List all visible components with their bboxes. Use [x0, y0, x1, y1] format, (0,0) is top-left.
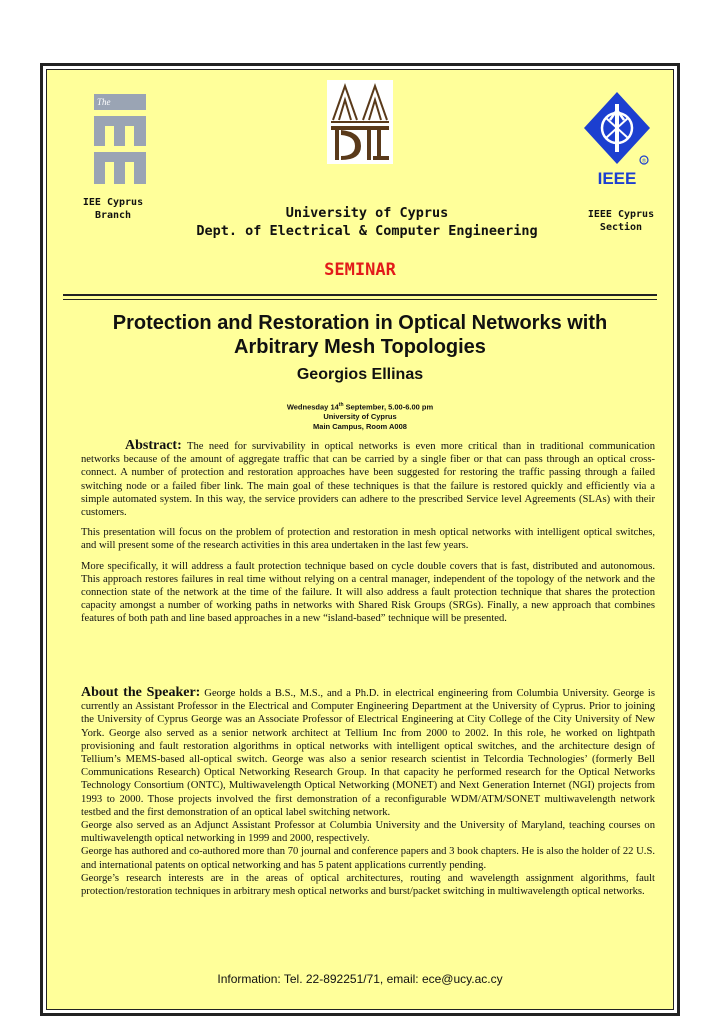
event-venue: University of Cyprus: [323, 412, 397, 421]
contact-information: Information: Tel. 22-892251/71, email: ece@ucy.ac.cy: [217, 972, 503, 986]
speaker-name: Georgios Ellinas: [296, 366, 424, 383]
speaker-bio-paragraph-4: George’s research interests are in the areas of optical architectures, routing and wavelength assignment algorithms, fault protection/restoration techniques in arbitrary mesh optical networks and burst/packet switching in multiwavelength optical networks.: [81, 872, 655, 898]
ieee-label-line-1: IEEE Cyprus: [587, 209, 655, 220]
talk-title-line-2: Arbitrary Mesh Topologies: [234, 336, 486, 358]
poster-page: [46, 69, 674, 1010]
ieee-logo: [582, 90, 652, 190]
speaker-bio-paragraph-1: About the Speaker: George holds a B.S., M.S., and a Ph.D. in electrical engineering from Columbia University. George is currently an Assistant Professor in the Electrical and Computer Engineering Department at the University of Cyprus. Prior to joining the University of Cyprus George was an Associate Professor of Electrical Engineering at City College of the City University of New York. George also served as a senior network architect at Tellium Inc from 2000 to 2002. In this role, he worked on lightpath provisioning and fault restoration algorithms in optical networks with intelligent optical switches, and the architecture design of Tellium’s MEMS-based all-optical switch. George was also a senior research scientist in Telcordia Technologies’ (formerly Bell Communications Research) Optical Networking Research Group. In that capacity he performed research for the Optical Networks Technology Consortium (ONTC), Multiwavelength Optical Networking (MONET) and Next Generation Internet (NGI) projects from 1993 to 2000. Those projects involved the first demonstration of a reconfigurable WDM/ATM/SONET multiwavelength network testbed and the first demonstration of an optical label switching network.: [81, 685, 656, 818]
abstract-section: [81, 439, 655, 626]
abstract-paragraph-3: More specifically, it will address a fault protection technique based on cycle double covers that is fast, distributed and autonomous. This approach restores failures in real time without relying on a central manager, independent of the topology of the network and the connection state of the network at the time of the failure. It will also address a fault protection technique that shares the protection capacity amongst a number of working paths in networks with Shared Risk Groups (SRGs). Finally, a new approach that combines features of both path and line based approaches in a new “island-based” technique will be presented.: [81, 560, 655, 625]
event-room: Main Campus, Room A008: [313, 421, 407, 431]
seminar-label: SEMINAR: [324, 260, 396, 280]
abstract-paragraph-1: Abstract: The need for survivability in optical networks is even more critical than in traditional communication networks because of the amount of aggregate traffic that can be carried by a single fiber or that can pass through an optical cross-connect. A number of protection and restoration approaches have been suggested for restoring the traffic passing through a failed switching node or a failed fiber link. The main goal of these techniques is that the failure is restored quickly and efficiently via a simple automated system. In this way, the service providers can adhere to the prescribed Service level Agreements (SLAs) with their customers.: [81, 438, 655, 519]
university-name: University of Cyprus: [285, 205, 449, 221]
speaker-bio-paragraph-3: George has authored and co-authored more than 70 journal and conference papers and 3 book chapters. He is also the holder of 22 U.S. and international patents on optical networking and has 5 patent applications currently pending.: [81, 846, 655, 871]
event-details: [47, 401, 673, 431]
talk-title: [57, 311, 663, 359]
title-divider: [63, 294, 657, 296]
speaker-bio-section: [81, 686, 655, 898]
abstract-heading: Abstract:: [125, 438, 182, 453]
svg-text:IEEE: IEEE: [597, 169, 637, 188]
title-divider-thin: [63, 299, 657, 300]
department-heading: [167, 204, 567, 240]
ieee-cyprus-section-label: [571, 208, 671, 234]
department-name: Dept. of Electrical & Computer Engineering: [196, 223, 538, 239]
university-of-cyprus-logo: [327, 80, 393, 164]
iee-cyprus-branch-label: [63, 196, 163, 222]
poster-frame: [40, 63, 680, 1016]
talk-title-line-1: Protection and Restoration in Optical Networks with: [112, 312, 608, 334]
speaker-bio-heading: About the Speaker:: [81, 685, 201, 700]
iee-label-line-1: IEE Cyprus: [82, 197, 144, 208]
event-date: Wednesday 14th September, 5.00-6.00 pm: [286, 402, 434, 412]
abstract-paragraph-2: This presentation will focus on the problem of protection and restoration in mesh optical networks with intelligent optical switches, and will present some of the research activities in this area undertaken in the last few years.: [81, 527, 655, 552]
iee-logo: [94, 94, 146, 186]
speaker-bio-paragraph-2: George also served as an Adjunct Assistant Professor at Columbia University and the University of Maryland, teaching courses on multiwavelength optical networking in 1999 and 2000, respectively.: [81, 820, 655, 845]
ieee-label-line-2: Section: [599, 222, 643, 233]
svg-text:®: ®: [642, 158, 646, 165]
svg-text:The: The: [97, 97, 111, 107]
iee-label-line-2: Branch: [94, 210, 132, 221]
